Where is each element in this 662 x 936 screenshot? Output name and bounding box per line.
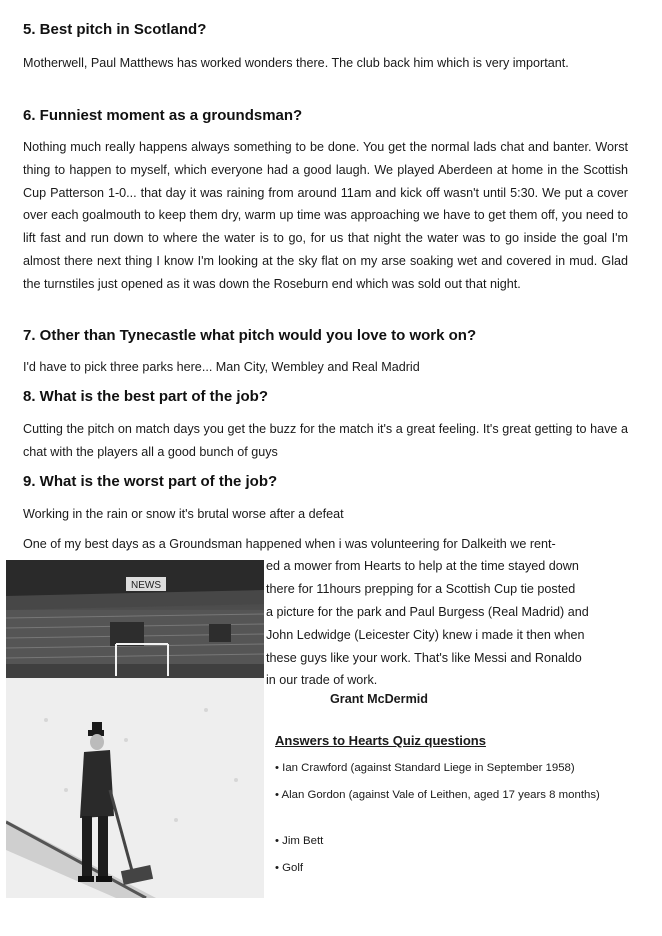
closing-line-7: in our trade of work. (266, 673, 378, 687)
answer-item: • Ian Crawford (against Standard Liege in September 1958) (275, 762, 575, 774)
stadium-sign-text: NEWS (131, 580, 161, 591)
question-7-heading: 7. Other than Tynecastle what pitch would you love to work on? (23, 327, 477, 344)
question-7-answer: I'd have to pick three parks here... Man City, Wembley and Real Madrid (23, 360, 420, 374)
closing-line-6: these guys like your work. That's like Messi and Ronaldo (266, 651, 582, 665)
closing-line-2: ed a mower from Hearts to help at the time stayed down (266, 559, 579, 573)
closing-line-3: there for 11hours prepping for a Scottish Cup tie posted (266, 582, 576, 596)
answer-item: • Alan Gordon (against Vale of Leithen, aged 17 years 8 months) (275, 789, 600, 801)
question-6-heading: 6. Funniest moment as a groundsman? (23, 107, 303, 124)
question-8-heading: 8. What is the best part of the job? (23, 388, 269, 405)
closing-line-4: a picture for the park and Paul Burgess (Real Madrid) and (266, 605, 589, 619)
question-5-answer: Motherwell, Paul Matthews has worked wonders there. The club back him which is very important. (23, 56, 569, 70)
photo-illustration (6, 560, 264, 898)
question-9-answer: Working in the rain or snow it's brutal worse after a defeat (23, 507, 344, 521)
closing-paragraph-line-1: One of my best days as a Groundsman happened when i was volunteering for Dalkeith we rent- (23, 537, 556, 551)
closing-line-5: John Ledwidge (Leicester City) knew i made it then when (266, 628, 585, 642)
question-9-heading: 9. What is the worst part of the job? (23, 473, 278, 490)
groundsman-snow-photo (6, 560, 264, 898)
answer-item: • Jim Bett (275, 835, 324, 847)
question-6-answer: Nothing much really happens always something to be done. You get the normal lads chat and banter. Worst thing to happen to myself, which everyone had a good laugh. We played Aberdeen at home in the Scottish Cup Patterson 1-0... that day it was raining from around 11am and kick off wasn't until 5:30. We put a cover over each goalmouth to keep them dry, warm up time was approaching we have to get them off, you need to lift fast and run down to where the water is to go, for us that night the water was to go inside the goal I'm almost there next thing I know I'm looking at the sky flat on my arse soaking wet and covered in mud. Glad the turnstiles just opened as it was down the Roseburn end which was sold out that night. (23, 140, 628, 291)
answer-item: • Golf (275, 862, 304, 874)
author-signature: Grant McDermid (330, 692, 428, 706)
question-5-heading: 5. Best pitch in Scotland? (23, 21, 207, 38)
question-8-answer: Cutting the pitch on match days you get the buzz for the match it's a great feeling. It's great getting to have a chat with the players all a good bunch of guys (23, 422, 628, 459)
answers-title: Answers to Hearts Quiz questions (275, 733, 486, 748)
